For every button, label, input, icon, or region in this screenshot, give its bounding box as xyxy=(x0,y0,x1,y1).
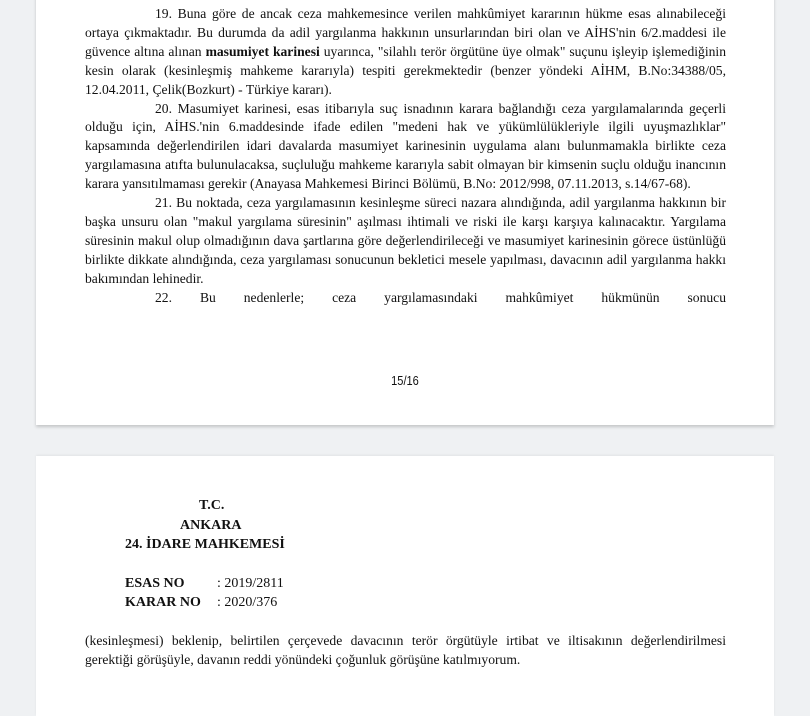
document-page-16 xyxy=(36,456,774,716)
esas-no-value: : 2019/2811 xyxy=(217,576,284,591)
paragraph-20: 20. Masumiyet karinesi, esas itibarıyla suç isnadının karara bağlandığı ceza yargılamalarında geçerli olduğu için, AİHS.'nin 6.maddesinde ifade edilen "medeni hak ve yükümlülükleriyle ilgili uyuşmazlıklar" kapsamında değerlendirilen idari davalarda masumiyet karinesinin uygulama alanı bulunmamakla birlikte ceza yargılamasına atıfta bulunulacaksa, suçluluğu mahkeme kararıyla sabit olmayan bir kimsenin suçlu olduğu inancının karara yansıtılmaması gerekir (Anayasa Mahkemesi Birinci Bölümü, B.No: 2012/998, 07.11.2013, s.14/67-68). xyxy=(85,100,726,192)
karar-no-value: : 2020/376 xyxy=(217,595,278,610)
case-numbers xyxy=(125,574,284,612)
page-body xyxy=(85,5,726,308)
paragraph-22: 22. Bu nedenlerle; ceza yargılamasındaki mahkûmiyet hükmünün sonucu xyxy=(155,289,726,305)
paragraph-21: 21. Bu noktada, ceza yargılamasının kesinleşme süreci nazara alındığında, adil yargılanma hakkının bir başka unsuru olan "makul yargılama süresinin" aşılması ihtimali ve riski ile karşı karşıya kalınacaktır. Yargılama süresinin makul olup olmadığının dava şartlarına göre değerlendirileceği ve masumiyet karinesinin görece üstünlüğü birlikte dikkate alındığında, ceza yargılaması sonucunun bekletici mesele yapılması, davacının adil yargılanma hakkı bakımından lehinedir. xyxy=(85,195,726,286)
karar-no-label: KARAR NO xyxy=(125,595,201,610)
paragraph-19-text-cont: uyarınca, "silahlı terör örgütüne üye olmak" suçunu işleyip işlemediğinin kesin olarak (kesinleşmiş mahkeme kararıyla) tespiti gerekmektedir (benzer yöndeki AİHM, B.No:34388/05, 12.04.2011, Çelik(Bozkurt) - Türkiye kararı). xyxy=(85,43,726,97)
court-header xyxy=(125,496,285,555)
header-court-name: 24. İDARE MAHKEMESİ xyxy=(125,537,285,552)
esas-no-label: ESAS NO xyxy=(125,576,185,591)
header-city: ANKARA xyxy=(180,517,242,533)
page-number: 15/16 xyxy=(391,373,419,388)
paragraph-19 xyxy=(85,5,726,100)
page-body xyxy=(85,632,726,670)
bold-term-masumiyet-karinesi: masumiyet karinesi xyxy=(205,43,320,59)
esas-no-row xyxy=(125,574,284,593)
document-page-15 xyxy=(36,0,774,425)
karar-no-row xyxy=(125,593,284,612)
header-tc: T.C. xyxy=(199,498,225,513)
paragraph-19-text: 19. Buna göre de ancak ceza mahkemesince verilen mahkûmiyet kararının hükme esas alınabileceği ortaya çıkmaktadır. Bu durumda da adil yargılanma hakkının unsurlarından biri olan ve AİHS'nin 6/2.maddesi ile güvence altına alınan xyxy=(85,6,726,59)
paragraph-continuation: (kesinleşmesi) beklenip, belirtilen çerçevede davacının terör örgütüyle irtibat ve iltisakının değerlendirilmesi gerektiği görüşüyle, davanın reddi yönündeki çoğunluk görüşüne katılmıyorum. xyxy=(85,633,726,667)
